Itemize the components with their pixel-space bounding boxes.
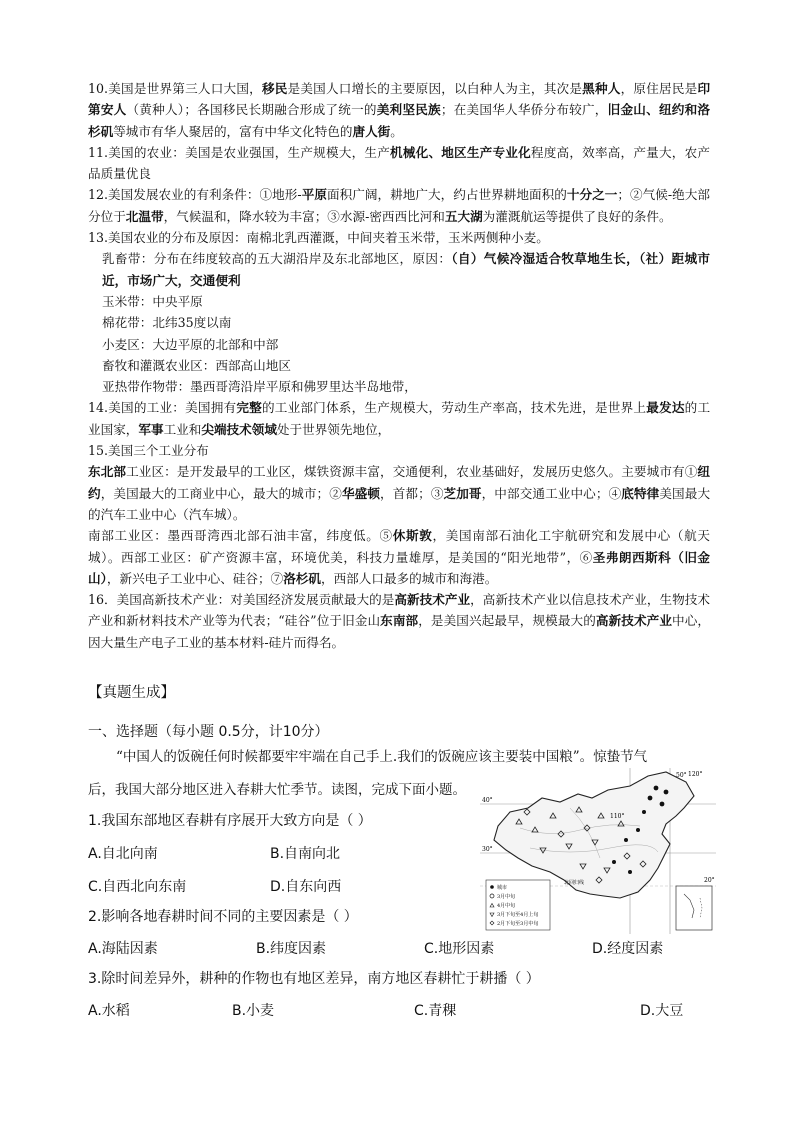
note-15-south-west: 南部工业区：墨西哥湾西北部石油丰富，纬度低。⑤休斯敦，美国南部石油化工宇航研究和发展中心（航天城）。西部工业区：矿产资源丰富，环境优美，科技力量雄厚，是美国的“阳光地带”，⑥圣弗朗西斯科（旧金山），新兴电子工业中心、硅谷；⑦洛杉矶，西部人口最多的城市和海港。 [88,528,711,586]
question-3-stem: 3.除时间差异外，耕种的作物也有地区差异，南方地区春耕忙于耕播（ ） [88,971,540,987]
question-1-stem: 1.我国东部地区春耕有序展开大致方向是（ ） [88,813,372,829]
lat-label: 50° [676,772,687,779]
section-title: 【真题生成】 [88,685,175,701]
note-13-subtropic: 亚热带作物带：墨西哥湾沿岸平原和佛罗里达半岛地带， [102,379,417,395]
part-title: 一、选择题（每小题 0.5分，计10分） [88,724,329,740]
note-15-northeast: 东北部工业区：是开发最早的工业区，煤铁资源丰富，交通便利，农业基础好，发展历史悠久。主要城市有①纽约，美国最大的工商业中心，最大的城市；②华盛顿，首都；③芝加哥，中部交通工业中心；④底特律美国最大的汽车工业中心（汽车城）。 [88,464,711,522]
question-3-option-d[interactable]: D.大豆 [640,1003,684,1019]
note-13-dairy: 乳畜带：分布在纬度较高的五大湖沿岸及东北部地区，原因：（自）气候冷湿适合牧草地生长，（社）距城市近，市场广大，交通便利 [102,251,710,288]
study-notes [88,78,710,653]
legend-item: 3月下旬至4月上旬 [497,912,539,918]
lon-label: 120° [688,771,703,778]
lon-label: 110° [610,813,625,820]
note-16: 16．美国高新技术产业：对美国经济发展贡献最大的是高新技术产业，高新技术产业以信息技术产业，生物技术产业和新材料技术产业等为代表；“硅谷”位于旧金山东南部，是美国兴起最早，规模最大的高新技术产业中心，因大量生产电子工业的基本材料-硅片而得名。 [88,592,711,650]
note-15: 15.美国三个工业分布 [88,443,209,459]
note-11: 11.美国的农业：美国是农业强国，生产规模大，生产机械化、地区生产专业化程度高，效率高，产量大，农产品质量优良 [88,144,711,182]
note-13-ranch: 畜牧和灌溉农业区：西部高山地区 [102,357,291,373]
question-1-option-b[interactable]: B.自南向北 [270,846,341,862]
legend-item: 城市 [497,885,508,891]
legend-item: 3月中旬 [497,894,516,900]
note-14: 14.美国的工业：美国拥有完整的工业部门体系，生产规模大，劳动生产率高，技术先进，是世界上最发达的工业国家，军事工业和尖端技术领域处于世界领先地位， [88,400,711,437]
question-3-option-c[interactable]: C.青稞 [414,1003,457,1019]
lat-label: 30° [482,846,493,853]
lat-label: 40° [482,797,493,804]
question-2-stem: 2.影响各地春耕时间不同的主要因素是（ ） [88,909,358,925]
note-13: 13.美国农业的分布及原因：南棉北乳西灌溉，中间夹着玉米带，玉米两侧种小麦。 [88,230,549,246]
note-13-wheat: 小麦区：大边平原的北部和中部 [102,336,279,352]
question-2-option-a[interactable]: A.海陆因素 [88,941,158,957]
intro-line-2: 后，我国大部分地区进入春耕大忙季节。读图，完成下面小题。 [88,782,466,798]
question-2-option-b[interactable]: B.纬度因素 [256,941,327,957]
legend-item: 2月下旬至3月中旬 [497,921,539,927]
note-13-cotton: 棉花带：北纬35度以南 [102,315,232,331]
legend-item: 4月中旬 [497,903,516,909]
tropic-label: 北回归线 [564,880,585,886]
question-1-option-d[interactable]: D.自东向西 [270,879,342,895]
question-1-option-c[interactable]: C.自西北向东南 [88,879,187,895]
question-2-option-c[interactable]: C.地形因素 [424,941,495,957]
intro-line-1: “中国人的饭碗任何时候都要牢牢端在自己手上.我们的饭碗应该主要装中国粮”。惊蛰节气 [116,749,648,765]
lat-label: 20° [704,877,715,884]
note-10: 10.美国是世界第三人口大国，移民是美国人口增长的主要原因，以白种人为主，其次是黑种人，原住居民是印第安人（黄种人）；各国移民长期融合形成了统一的美利坚民族；在美国华人华侨分布较广，旧金山、纽约和洛杉矶等城市有华人聚居的，富有中华文化特色的唐人街。 [88,81,711,139]
question-3-option-a[interactable]: A.水稻 [88,1003,130,1019]
question-3-option-b[interactable]: B.小麦 [232,1003,275,1019]
note-12: 12.美国发展农业的有利条件：①地形-平原面积广阔，耕地广大，约占世界耕地面积的十分之一；②气候-绝大部分位于北温带，气候温和，降水较为丰富；③水源-密西西比河和五大湖为灌溉航运等提供了良好的条件。 [88,187,710,224]
question-1-option-a[interactable]: A.自北向南 [88,846,158,862]
china-spring-plowing-map [480,768,716,934]
note-13-corn: 玉米带：中央平原 [102,293,203,309]
question-2-option-d[interactable]: D.经度因素 [592,941,664,957]
south-china-sea-inset [676,886,712,930]
